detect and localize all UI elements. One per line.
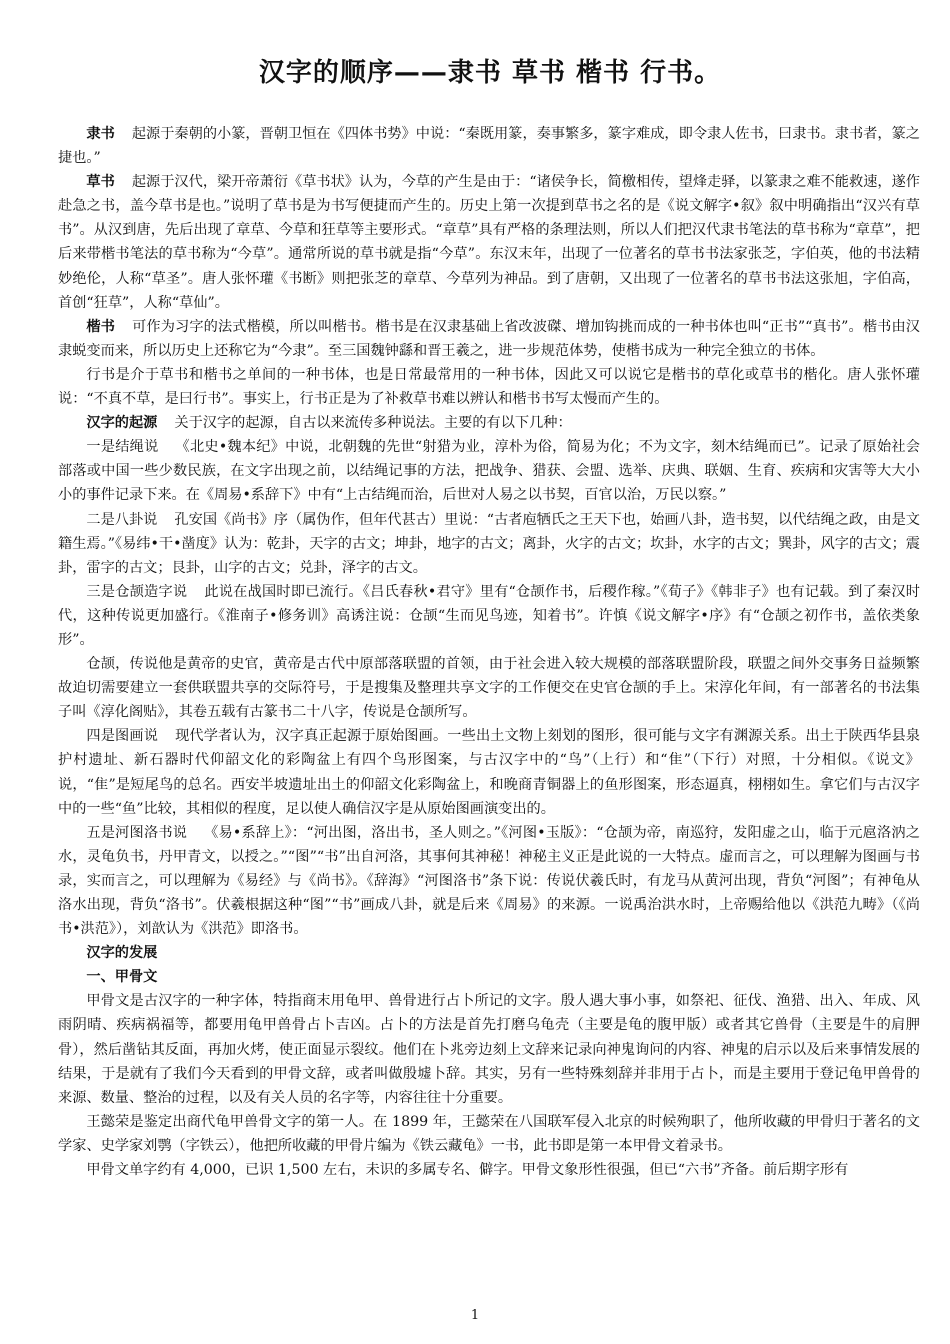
- heading-text: 汉字的发展: [86, 945, 158, 962]
- paragraph-text: 王懿荣是鉴定出商代龟甲兽骨文字的第一人。在 1899 年，王懿荣在八国联军侵入北京的时候殉职了，他所收藏的甲骨归于著名的文学家、史学家刘鹗（字铁云），他把所收藏的甲骨片编为《铁云藏龟》一书，此书即是第一本甲骨文着录书。: [58, 1113, 920, 1154]
- paragraph-lead: 汉字的起源: [86, 415, 158, 432]
- paragraph-text: 《北史•魏本纪》中说，北朝魏的先世“射猎为业，淳朴为俗，简易为化；不为文字，刻木结绳而已”。记录了原始社会部落或中国一些少数民族，在文字出现之前，以结绳记事的方法，把战争、猎获、会盟、选举、庆典、联姻、生育、疾病和灾害等大大小小的事件记录下来。在《周易•系辞下》中有“上古结绳而治，后世对人易之以书契，百官以治，万民以察。”: [58, 439, 920, 504]
- paragraph-subtopic: 三是仓颉造字说: [86, 583, 188, 600]
- paragraph-text: 此说在战国时即已流行。《吕氏春秋•君守》里有“仓颉作书，后稷作稼。”《荀子》《韩非子》也有记载。到了秦汉时代，这种传说更加盛行。《淮南子•修务训》高诱注说：仓颉“生而见鸟迹，知着书”。许慎《说文解字•序》有“仓颉之初作书，盖依类象形”。: [58, 583, 920, 648]
- paragraph-text: 起源于汉代，梁开帝萧衍《草书状》认为，今草的产生是由于：“诸侯争长，简檄相传，望烽走驿，以篆隶之难不能救速，遂作赴急之书，盖今草书是也。”说明了草书是为书写便捷而产生的。历史上第一次提到草书之名的是《说文解字•叙》叙中明确指出“汉兴有草书”。从汉到唐，先后出现了章草、今草和狂草等主要形式。“章草”具有严格的条理法则，所以人们把汉代隶书笔法的草书称为“章草”，把后来带楷书笔法的草书称为“今草”。通常所说的草书就是指“今草”。东汉末年，出现了一位著名的草书书法家张芝，字伯英，他的书法精妙绝伦，人称“草圣”。唐人张怀瓘《书断》则把张芝的章草、今草列为神品。到了唐朝，又出现了一位著名的草书书法这张旭，字伯高，首创“狂草”，人称“草仙”。: [58, 174, 920, 311]
- paragraph: [58, 170, 920, 315]
- paragraph-text: 《易•系辞上》：“河出图，洛出书，圣人则之。”《河图•玉版》：“仓颉为帝，南巡狩，发阳虚之山，临于元扈洛汭之水，灵龟负书，丹甲青文，以授之。”“图”“书”出自河洛，其事何其神秘！神秘主义正是此说的一大特点。虚而言之，可以理解为图画与书录，实而言之，可以理解为《易经》与《尚书》。《辞海》“河图洛书”条下说：传说伏羲氏时，有龙马从黄河出现，背负“河图”；有神龟从洛水出现，背负“洛书”。伏羲根据这种“图”“书”画成八卦，就是后来《周易》的来源。一说禹治洪水时，上帝赐给他以《洪范九畴》（《尚书•洪范》），刘歆认为《洪范》即洛书。: [58, 824, 920, 938]
- paragraph: [58, 724, 920, 820]
- paragraph: [58, 652, 920, 724]
- paragraph: [58, 122, 920, 170]
- section-heading: [58, 941, 920, 965]
- paragraph-text: 可作为习字的法式楷模，所以叫楷书。楷书是在汉隶基础上省改波磔、增加钩挑而成的一种书体也叫“正书”“真书”。楷书由汉隶蜕变而来，所以历史上还称它为“今隶”。至三国魏钟繇和晋王羲之，进一步规范体势，使楷书成为一种完全独立的书体。: [58, 318, 920, 359]
- paragraph-text: 行书是介于草书和楷书之单间的一种书体，也是日常最常用的一种书体，因此又可以说它是楷书的草化或草书的楷化。唐人张怀瓘说：“不真不草，是曰行书”。事实上，行书正是为了补救草书难以辨认和楷书书写太慢而产生的。: [58, 366, 920, 408]
- paragraph: [58, 580, 920, 652]
- paragraph: [58, 363, 920, 411]
- paragraph-text: 甲骨文单字约有 4,000，已识 1,500 左右，未识的多属专名、僻字。甲骨文象形性很强，但已“六书”齐备。前后期字形有: [86, 1162, 849, 1179]
- paragraph-text: 关于汉字的起源，自古以来流传多种说法。主要的有以下几种：: [174, 415, 572, 432]
- paragraph-text: 甲骨文是古汉字的一种字体，特指商末用龟甲、兽骨进行占卜所记的文字。殷人遇大事小事，如祭祀、征伐、渔猎、出入、年成、风雨阴晴、疾病祸福等，都要用龟甲兽骨占卜吉凶。占卜的方法是首先打磨乌龟壳（主要是龟的腹甲版）或者其它兽骨（主要是牛的肩胛骨），然后凿钻其反面，再加火烤，使正面显示裂纹。他们在卜兆旁边刻上文辞来记录向神鬼询问的内容、神鬼的启示以及后来事情发展的结果，于是就有了我们今天看到的甲骨文辞，或者叫做殷墟卜辞。其实，另有一些特殊刻辞并非用于占卜，而是主要用于登记龟甲兽骨的来源、数量、整治的过程，以及有关人员的名字等，内容往往十分重要。: [58, 993, 920, 1106]
- paragraph-subtopic: 二是八卦说: [86, 511, 158, 528]
- page-title: 汉字的顺序——隶书 草书 楷书 行书。: [258, 58, 722, 88]
- paragraph-subtopic: 五是河图洛书说: [86, 824, 188, 841]
- paragraph: [58, 315, 920, 363]
- paragraph-lead: 楷书: [86, 318, 116, 335]
- paragraph-lead: 隶书: [86, 126, 115, 142]
- paragraph: [58, 508, 920, 580]
- section-heading: [58, 965, 920, 989]
- heading-text: 一、甲骨文: [86, 969, 158, 986]
- paragraph-text: 起源于秦朝的小篆，晋朝卫恒在《四体书势》中说：“秦既用篆，奏事繁多，篆字难成，即令隶人佐书，曰隶书。隶书者，篆之捷也。”: [58, 126, 920, 167]
- paragraph-lead: 草书: [86, 174, 115, 191]
- paragraph: [58, 1110, 920, 1158]
- paragraph: [58, 1158, 920, 1182]
- paragraph: [58, 821, 920, 941]
- document-body: [58, 122, 920, 1182]
- paragraph-text: 孔安国《尚书》序（属伪作，但年代甚古）里说：“古者庖牺氏之王天下也，始画八卦，造书契，以代结绳之政，由是文籍生焉。”《易纬•干•凿度》认为：乾卦，天字的古文；坤卦，地字的古文；离卦，火字的古文；坎卦，水字的古文；巽卦，风字的古文；震卦，雷字的古文；艮卦，山字的古文；兑卦，泽字的古文。: [58, 511, 920, 576]
- paragraph-subtopic: 四是图画说: [86, 728, 159, 745]
- paragraph-subtopic: 一是结绳说: [86, 439, 159, 456]
- paragraph-text: 仓颉，传说他是黄帝的史官，黄帝是古代中原部落联盟的首领，由于社会进入较大规模的部落联盟阶段，联盟之间外交事务日益频繁故迫切需要建立一套供联盟共享的交际符号，于是搜集及整理共享文字的工作便交在史官仓颉的手上。宋淳化年间，有一部著名的书法集子叫《淳化阁贴》，其卷五载有古篆书二十八字，传说是仓颉所写。: [58, 656, 920, 721]
- paragraph-text: 现代学者认为，汉字真正起源于原始图画。一些出土文物上刻划的图形，很可能与文字有渊源关系。出土于陕西华县泉护村遗址、新石器时代仰韶文化的彩陶盆上有四个鸟形图案，与古汉字中的“鸟”（上行）和“隹”（下行）对照，十分相似。《说文》说，“隹”是短尾鸟的总名。西安半坡遗址出土的仰韶文化彩陶盆上，和晚商青铜器上的鱼形图案，形态逼真，栩栩如生。拿它们与古汉字中的一些“鱼”比较，其相似的程度，足以使人确信汉字是从原始图画演变出的。: [58, 728, 920, 817]
- paragraph: [58, 411, 920, 435]
- paragraph: [58, 989, 920, 1109]
- paragraph: [58, 435, 920, 507]
- page-number: 1: [470, 1308, 480, 1323]
